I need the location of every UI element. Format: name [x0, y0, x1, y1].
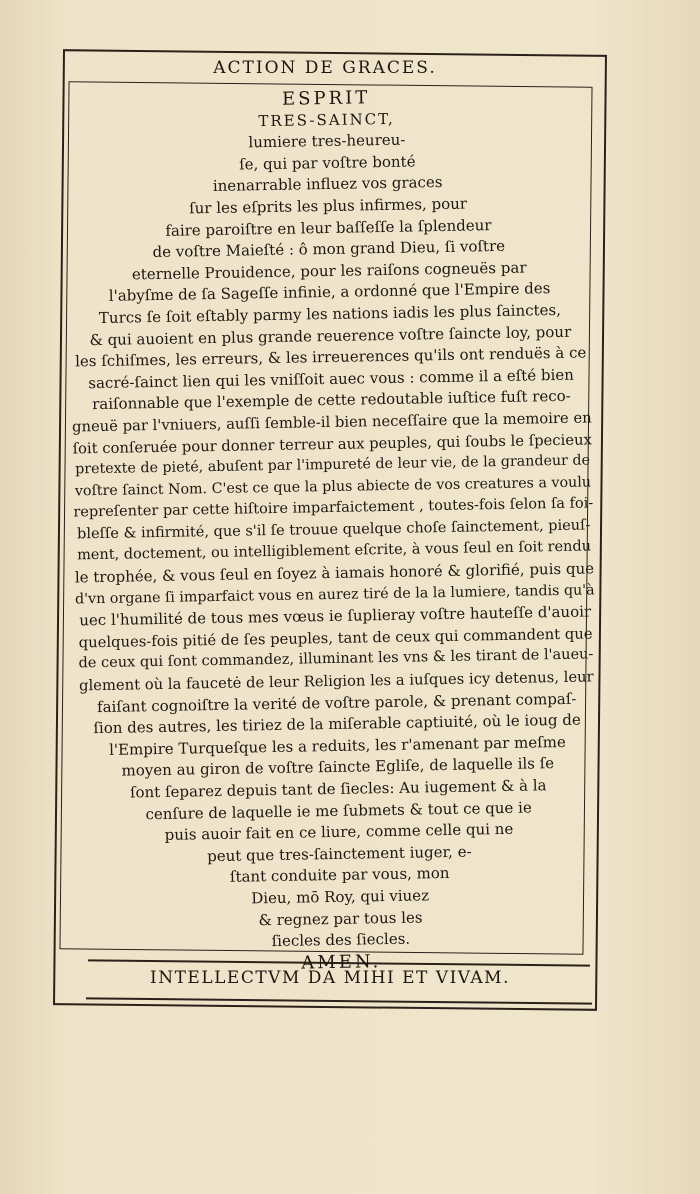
text-line: ſe, qui par voſtre bonté [238, 152, 416, 174]
text-line: ment, doctement, ou intelligiblement eſcrite, à vous ſeul en ſoit rendu [76, 538, 592, 564]
text-line: eternelle Prouidence, pour les raiſons cogneuës par [131, 258, 527, 284]
text-line: de voſtre Maieſté : ô mon grand Dieu, ſi voſtre [152, 237, 506, 262]
text-line: lumiere tres-heureu- [248, 130, 406, 152]
footer-motto: INTELLECTVM DA MIHI ET VIVAM. [150, 968, 510, 988]
text-line: raiſonnable que l'exemple de cette redoutable iuſtice fuſt reco- [91, 387, 571, 414]
text-line: glement où la faucetė de leur Religion les a iuſques icy detenus, leur [78, 668, 594, 695]
text-line: faiſant cognoiſtre la verité de voſtre parole, & prenant compaſ- [96, 689, 577, 716]
text-line: bleſſe & infirmité, que s'il ſe trouue quelque choſe ſainctement, pieuſ- [76, 517, 591, 543]
text-line: d'vn organe ſi imparfaict vous en aurez tiré de la la lumiere, tandis qu'à [74, 582, 595, 608]
text-line: ſoit conſeruée pour donner terreur aux peuples, qui ſoubs le ſpecieux [72, 430, 592, 457]
text-line: le trophée, & vous ſeul en ſoyez à iamais honoré & glorifié, puis que [74, 559, 595, 587]
text-line: Dieu, mō Roy, qui viuez [251, 886, 430, 908]
text-line: ſur les eſprits les plus infirmes, pour [188, 194, 468, 218]
text-line: puis auoir fait en ce liure, comme celle qui ne [164, 820, 514, 845]
text-line: voſtre ſainct Nom. C'est ce que la plus abiecte de vos creatures a voulu [74, 474, 592, 500]
text-line: moyen au giron de voſtre ſaincte Egliſe, de laquelle ils ſe [121, 754, 555, 781]
text-line: ſiecles des ſiecles. [271, 929, 411, 951]
text-line: peut que tres-ſainctement iuger, e- [206, 842, 472, 865]
text-line: repreſenter par cette hiſtoire imparfaictement , toutes-fois ſelon ſa foi- [73, 495, 594, 521]
text-line: gneuë par l'vniuers, auſſi ſemble-il bien neceſſaire que la memoire en [71, 409, 592, 436]
closing-amen: AMEN. [301, 950, 382, 974]
opening-word: ESPRIT [281, 87, 371, 110]
text-line: faire paroiſtre en leur baſſeſſe la ſplendeur [165, 215, 492, 240]
running-header: ACTION DE GRACES. [213, 58, 437, 78]
text-line: Turcs ſe ſoit eſtably parmy les nations iadis les plus ſainctes, [98, 300, 562, 327]
text-line: l'abyſme de ſa Sageſſe infinie, a ordonné que l'Empire des [108, 279, 551, 306]
text-line: de ceux qui ſont commandez, illuminant les vns & les tirant de l'aueu- [78, 646, 594, 672]
text-line: ſont ſeparez depuis tant de ſiecles: Au iugement & à la [129, 776, 547, 802]
text-line: quelques-fois pitié de ſes peuples, tant de ceux qui commandent que [78, 625, 593, 652]
text-line: ſion des autres, les tiriez de la miſerable captiuité, où le ioug de [93, 710, 581, 738]
text-line: & qui auoient en plus grande reuerence voſtre ſaincte loy, pour [89, 322, 572, 349]
text-line: uec l'humilité de tous mes vœus ie ſuplieray voſtre hauteſſe d'auoir [79, 602, 592, 630]
text-line: inenarrable influez vos graces [212, 173, 443, 196]
text-line: les ſchiſmes, les erreurs, & les irreuerences qu'ils ont renduës à ce [74, 343, 587, 371]
prayer-text [66, 83, 601, 977]
text-line: cenſure de laquelle ie me ſubmets & tout ce que ie [145, 798, 532, 823]
text-line: TRES-SAINCT, [258, 109, 395, 130]
text-line: pretexte de pieté, abuſent par l'impureté de leur vie, de la grandeur de [74, 452, 591, 478]
text-line: sacré-ſainct lien qui les vniſſoit auec vous : comme il a eſté bien [88, 365, 574, 392]
text-line: & regnez par tous les [258, 908, 423, 929]
text-line: ſtant conduite par vous, mon [229, 864, 450, 887]
text-line: l'Empire Turqueſque les a reduits, les r'amenant par meſme [108, 732, 566, 759]
